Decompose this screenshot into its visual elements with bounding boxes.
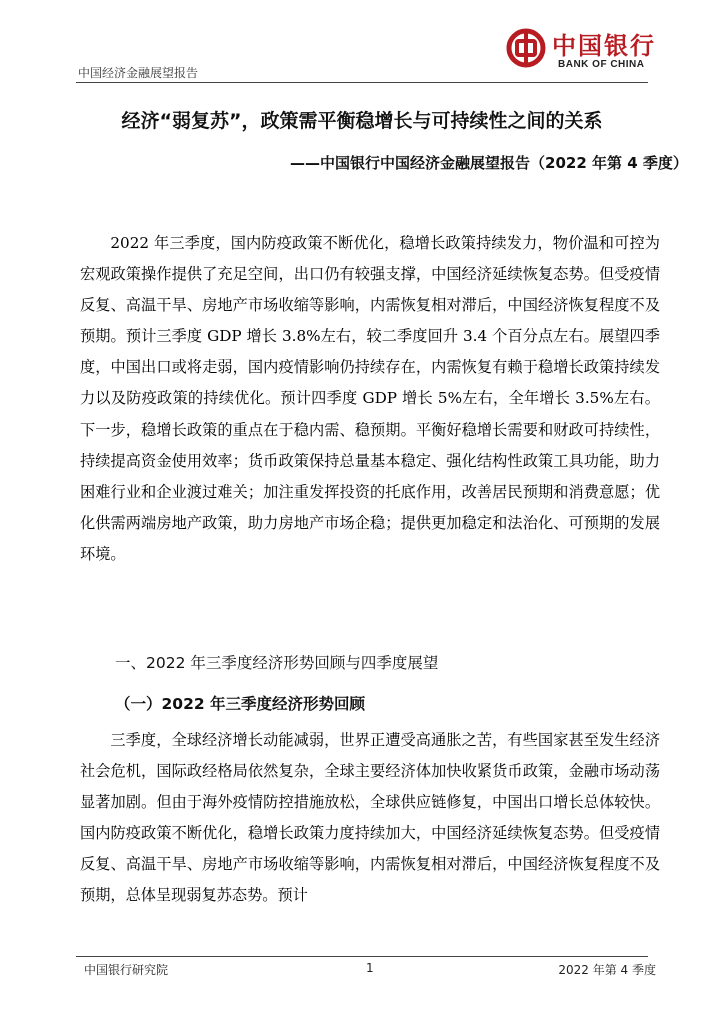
subsection-heading: （一）2022 年三季度经济形势回顾 [115,695,366,713]
logo-english-name: BANK OF CHINA [558,59,645,70]
summary-paragraph: 2022 年三季度，国内防疫政策不断优化，稳增长政策持续发力，物价温和可控为宏观政策操作提供了充足空间，出口仍有较强支撑，中国经济延续恢复态势。但受疫情反复、高温干旱、房地产市场收缩等影响，内需恢复相对滞后，中国经济恢复程度不及预期。预计三季度 GDP 增长 3.8%左右，较二季度回升 3.4 个百分点左右。展望四季度，中国出口或将走弱，国内疫情影响仍持续存在，内需恢复有赖于稳增长政策持续发力以及防疫政策的持续优化。预计四季度 GDP 增长 5%左右，全年增长 3.5%左右。下一步，稳增长政策的重点在于稳内需、稳预期。平衡好稳增长需要和财政可持续性，持续提高资金使用效率；货币政策保持总量基本稳定、强化结构性政策工具功能，助力困难行业和企业渡过难关；加注重发挥投资的托底作用，改善居民预期和消费意愿；优化供需两端房地产政策，助力房地产市场企稳；提供更加稳定和法治化、可预期的发展环境。 [80,234,660,563]
body-paragraph: 三季度，全球经济增长动能减弱，世界正遭受高通胀之苦，有些国家甚至发生经济社会危机，国际政经格局依然复杂，全球主要经济体加快收紧货币政策，金融市场动荡显著加剧。但由于海外疫情防控措施放松，全球供应链修复，中国出口增长总体较快。国内防疫政策不断优化，稳增长政策力度持续加大，中国经济延续恢复态势。但受疫情反复、高温干旱、房地产市场收缩等影响，内需恢复相对滞后，中国经济恢复程度不及预期，总体呈现弱复苏态势。预计 [80,731,660,905]
page-title: 经济“弱复苏”，政策需平衡稳增长与可持续性之间的关系 [121,110,603,132]
footer-left: 中国银行研究院 [84,963,169,977]
section-heading: 一、2022 年三季度经济形势回顾与四季度展望 [115,654,439,672]
footer-rule [76,956,648,957]
bank-logo [506,26,656,76]
bank-of-china-logo-icon [506,28,546,68]
page-subtitle: ——中国银行中国经济金融展望报告（2022 年第 4 季度） [290,154,688,172]
header-rule [76,82,648,83]
footer-right: 2022 年第 4 季度 [558,963,656,977]
page-number: 1 [366,961,374,975]
logo-chinese-name: 中国银行 [552,32,656,60]
header-left-text: 中国经济金融展望报告 [78,66,199,80]
